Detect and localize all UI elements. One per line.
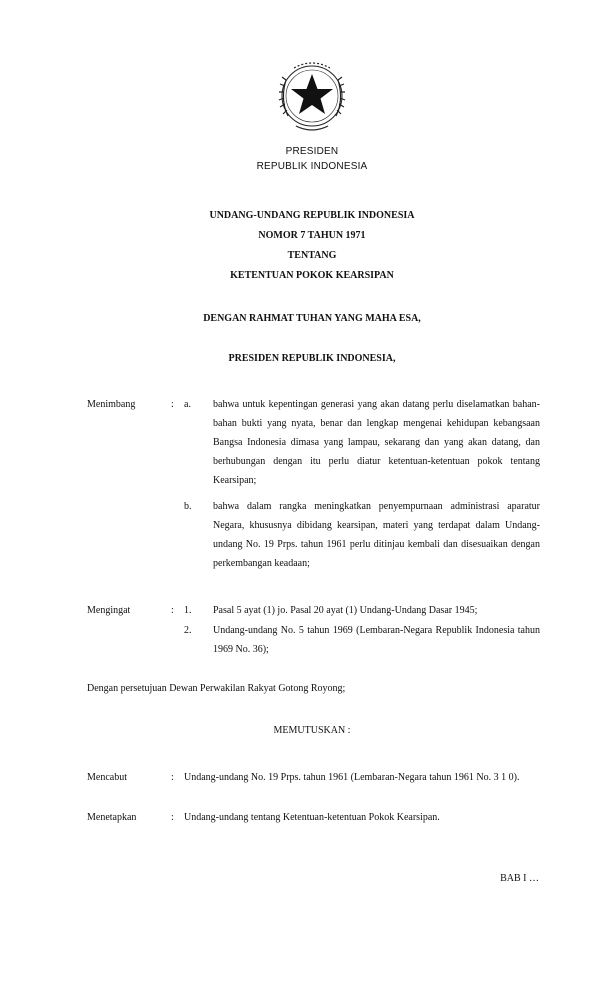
header-line-presiden: PRESIDEN — [285, 146, 339, 157]
mengingat-item-2-num: 2. — [184, 625, 192, 636]
preamble-rahmat: DENGAN RAHMAT TUHAN YANG MAHA ESA, — [203, 313, 421, 324]
menetapkan-colon: : — [171, 812, 174, 823]
memutuskan-heading: MEMUTUSKAN : — [273, 725, 351, 736]
title-law-name: UNDANG-UNDANG REPUBLIK INDONESIA — [209, 210, 415, 221]
mengingat-label: Mengingat — [87, 605, 131, 616]
menimbang-item-b-num: b. — [184, 501, 192, 512]
menimbang-colon: : — [171, 399, 174, 410]
presidential-emblem-icon — [268, 56, 356, 136]
persetujuan-text: Dengan persetujuan Dewan Perwakilan Rakyat Gotong Royong; — [87, 683, 346, 694]
mencabut-text: Undang-undang No. 19 Prps. tahun 1961 (Lembaran-Negara tahun 1961 No. 3 1 0). — [184, 772, 520, 783]
title-tentang: TENTANG — [287, 250, 337, 261]
mencabut-label: Mencabut — [87, 772, 127, 783]
menetapkan-label: Menetapkan — [87, 812, 137, 823]
preamble-presiden: PRESIDEN REPUBLIK INDONESIA, — [228, 353, 396, 364]
mengingat-item-1-text: Pasal 5 ayat (1) jo. Pasal 20 ayat (1) Undang-Undang Dasar 1945; — [213, 605, 478, 616]
mencabut-colon: : — [171, 772, 174, 783]
menimbang-item-b-text: bahwa dalam rangka meningkatkan penyempurnaan administrasi aparatur Negara, khususnya dibidang kearsipan, materi yang terdapat dalam Undang-undang No. 19 Prps. tahun 1961 perlu ditinjau kembali dan disesuaikan dengan perkembangan keadaan; — [213, 501, 540, 569]
page-continuation-footer: BAB I … — [500, 873, 539, 884]
menimbang-label: Menimbang — [87, 399, 136, 410]
mengingat-item-1-num: 1. — [184, 605, 192, 616]
title-subject: KETENTUAN POKOK KEARSIPAN — [230, 270, 394, 281]
mengingat-item-2-text: Undang-undang No. 5 tahun 1969 (Lembaran-Negara Republik Indonesia tahun 1969 No. 36); — [213, 625, 540, 655]
header-line-republik: REPUBLIK INDONESIA — [256, 161, 368, 172]
mengingat-colon: : — [171, 605, 174, 616]
title-number: NOMOR 7 TAHUN 1971 — [258, 230, 366, 241]
menimbang-item-a-num: a. — [184, 399, 191, 410]
menimbang-item-a-text: bahwa untuk kepentingan generasi yang akan datang perlu diselamatkan bahan-bahan bukti yang nyata, benar dan lengkap mengenai kehidupan kebangsaan Bangsa Indonesia dimasa yang lampau, sekarang dan yang akan datang, dan berhubungan dengan itu perlu diatur ketentuan-ketentuan pokok tentang Kearsipan; — [213, 399, 540, 486]
menetapkan-text: Undang-undang tentang Ketentuan-ketentuan Pokok Kearsipan. — [184, 812, 440, 823]
